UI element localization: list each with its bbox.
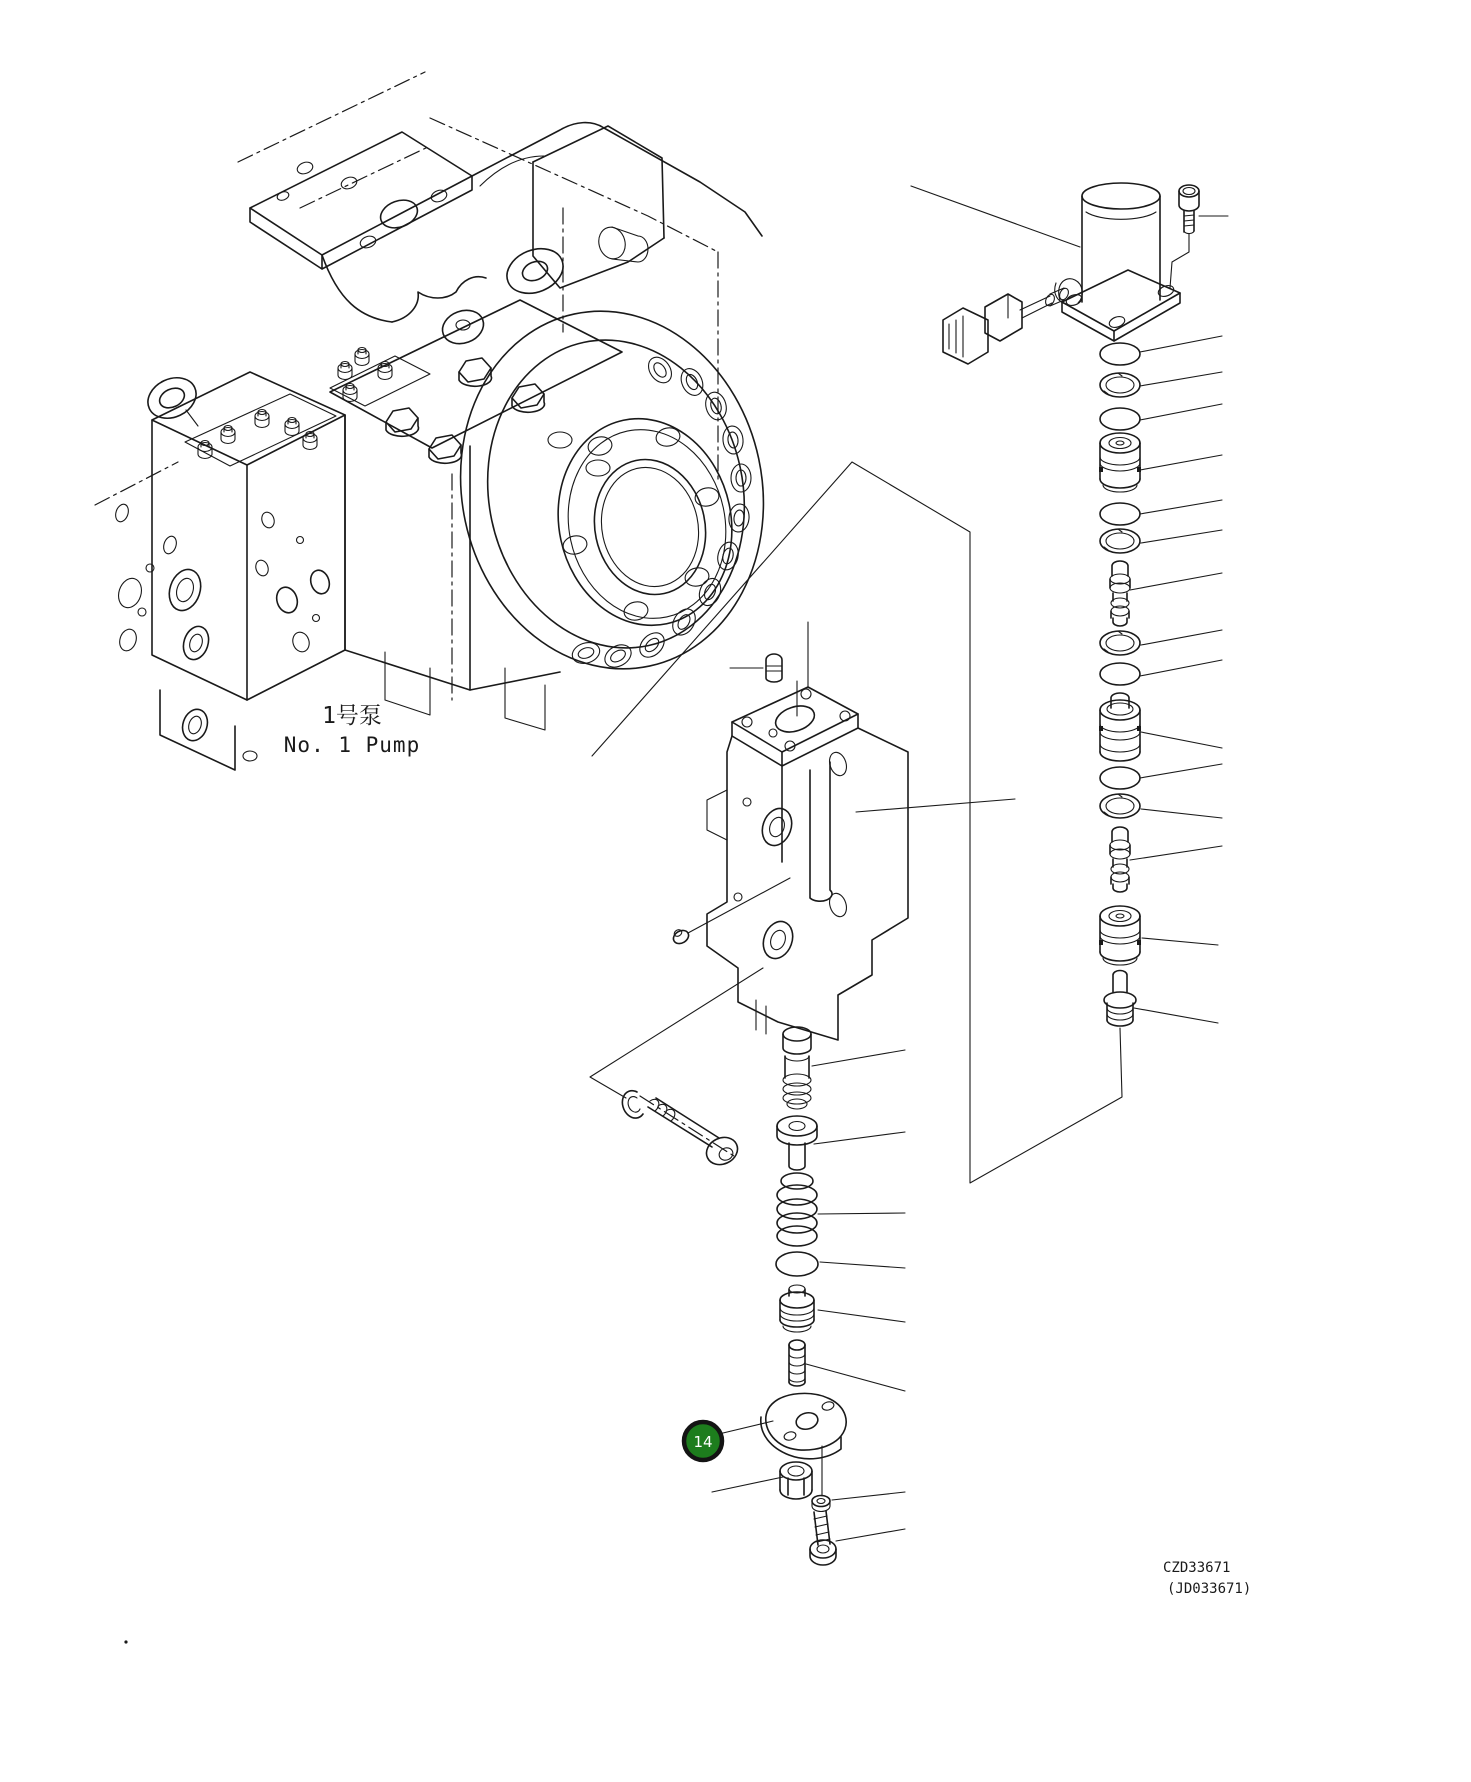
pump-housing-outline (322, 123, 762, 322)
poppet-part (1104, 971, 1136, 1027)
cartridge-part (1099, 693, 1141, 761)
solenoid-body (911, 183, 1160, 302)
pump-mounting-flange (428, 283, 796, 698)
o-ring-part (1100, 343, 1140, 365)
sleeve-part (777, 1116, 905, 1170)
spool-part (1110, 827, 1130, 892)
o-ring-part (776, 1252, 905, 1276)
pump-label-en: No. 1 Pump (283, 733, 421, 757)
solenoid-bolt-part (1170, 185, 1228, 288)
o-ring-part (1100, 503, 1140, 525)
spool-part (783, 1027, 905, 1109)
pump-label (284, 703, 420, 757)
valve-body-drawing (622, 622, 1015, 1170)
backup-ring-part (1100, 529, 1140, 553)
spring-part (777, 1173, 905, 1246)
solenoid-assembly-drawing (911, 183, 1228, 364)
bracket-lines (590, 462, 1122, 1183)
washer-part (812, 1492, 905, 1512)
drawing-code-alt: (JD033671) (1167, 1581, 1252, 1597)
backup-ring-part (1100, 631, 1140, 655)
solenoid-flange (1055, 270, 1180, 341)
backup-ring-part (1100, 794, 1140, 818)
bolt-part (810, 1511, 905, 1565)
bolt-washer-assembly (622, 1091, 742, 1170)
eyebolt (141, 370, 202, 426)
page-mark-dot (124, 1640, 127, 1643)
right-parts-column (1099, 336, 1222, 1026)
connector-cable (943, 279, 1082, 364)
threaded-stud-part (789, 1340, 905, 1391)
nut-part (712, 1462, 812, 1499)
o-ring-part (1100, 663, 1140, 685)
pump-top-cover (250, 132, 472, 269)
callout-number: 14 (693, 1433, 713, 1451)
right-column-leader-lines (1130, 336, 1222, 1023)
o-ring-part (1100, 767, 1140, 789)
cartridge-part (1099, 906, 1141, 965)
pump-assembly-drawing (95, 72, 796, 770)
o-ring-part (1100, 408, 1140, 430)
pump-label-jp: 1号泵 (322, 703, 382, 729)
middle-parts-column (712, 1027, 905, 1565)
drawing-number (1163, 1560, 1251, 1597)
grooved-plug-part (780, 1285, 905, 1332)
plug-part (730, 654, 782, 682)
pump-mid-block (330, 300, 622, 730)
drawing-code: CZD33671 (1163, 1560, 1231, 1576)
part-callout-14[interactable] (684, 1421, 773, 1460)
spool-part (1110, 561, 1130, 626)
control-valve-block (114, 370, 345, 770)
cartridge-part (1099, 433, 1141, 492)
backup-ring-part (1100, 373, 1140, 397)
